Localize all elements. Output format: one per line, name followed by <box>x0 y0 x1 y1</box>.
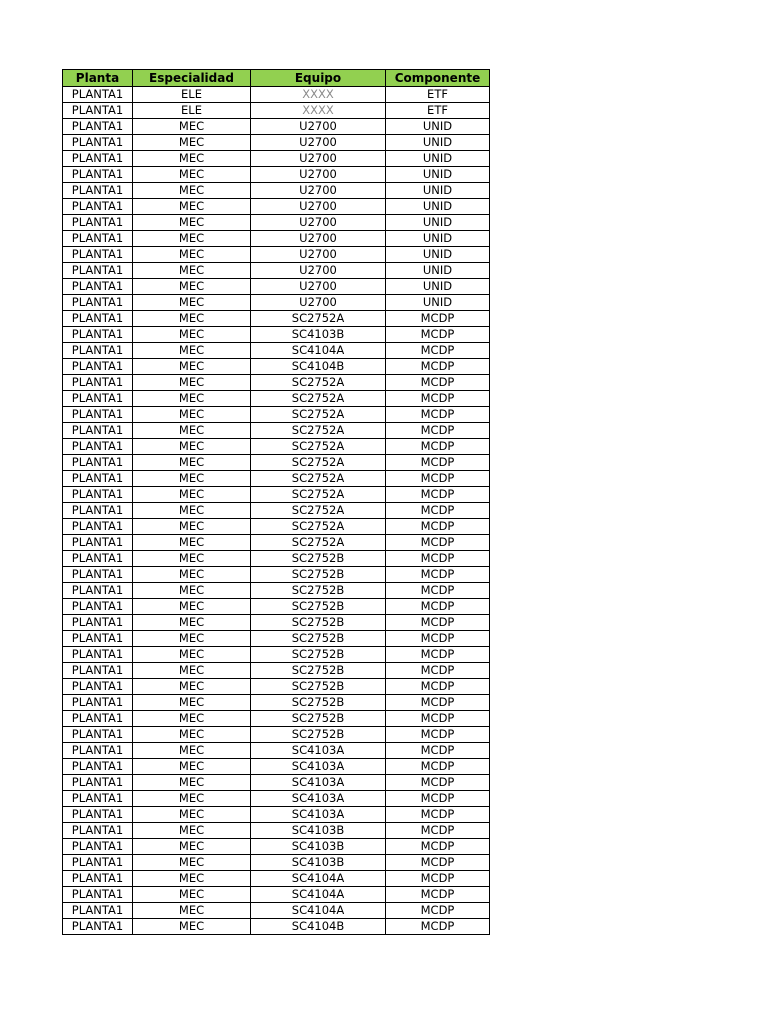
table-row <box>63 359 490 375</box>
cell-equipo[interactable]: SC4104A <box>251 871 386 887</box>
cell-planta[interactable]: PLANTA1 <box>63 311 133 327</box>
cell-componente[interactable]: UNID <box>386 215 490 231</box>
cell-componente[interactable]: UNID <box>386 119 490 135</box>
cell-componente[interactable]: MCDP <box>386 807 490 823</box>
cell-planta[interactable]: PLANTA1 <box>63 343 133 359</box>
table-row <box>63 679 490 695</box>
cell-especialidad[interactable]: MEC <box>133 423 251 439</box>
cell-especialidad[interactable]: MEC <box>133 647 251 663</box>
table-row <box>63 583 490 599</box>
cell-planta[interactable]: PLANTA1 <box>63 231 133 247</box>
cell-planta[interactable]: PLANTA1 <box>63 871 133 887</box>
cell-especialidad[interactable]: MEC <box>133 439 251 455</box>
cell-especialidad[interactable]: MEC <box>133 503 251 519</box>
header-planta[interactable]: Planta <box>63 70 133 87</box>
cell-especialidad[interactable]: MEC <box>133 487 251 503</box>
cell-equipo[interactable]: SC4103A <box>251 743 386 759</box>
header-componente[interactable]: Componente <box>386 70 490 87</box>
cell-especialidad[interactable]: MEC <box>133 791 251 807</box>
table-row <box>63 839 490 855</box>
table-row <box>63 455 490 471</box>
cell-especialidad[interactable]: MEC <box>133 295 251 311</box>
cell-planta[interactable]: PLANTA1 <box>63 599 133 615</box>
cell-planta[interactable]: PLANTA1 <box>63 439 133 455</box>
table-row <box>63 535 490 551</box>
table-row <box>63 423 490 439</box>
table-row <box>63 759 490 775</box>
cell-planta[interactable]: PLANTA1 <box>63 327 133 343</box>
cell-planta[interactable]: PLANTA1 <box>63 519 133 535</box>
cell-equipo[interactable]: SC4103A <box>251 807 386 823</box>
cell-equipo[interactable]: SC2752A <box>251 375 386 391</box>
header-especialidad[interactable]: Especialidad <box>133 70 251 87</box>
cell-planta[interactable]: PLANTA1 <box>63 759 133 775</box>
cell-planta[interactable]: PLANTA1 <box>63 823 133 839</box>
cell-equipo[interactable]: U2700 <box>251 151 386 167</box>
cell-equipo[interactable]: U2700 <box>251 263 386 279</box>
cell-equipo[interactable]: SC2752B <box>251 695 386 711</box>
table-row <box>63 711 490 727</box>
cell-componente[interactable]: MCDP <box>386 871 490 887</box>
table-row <box>63 743 490 759</box>
table-row <box>63 887 490 903</box>
cell-componente[interactable]: MCDP <box>386 343 490 359</box>
cell-especialidad[interactable]: MEC <box>133 887 251 903</box>
cell-especialidad[interactable]: MEC <box>133 311 251 327</box>
cell-equipo[interactable]: SC2752B <box>251 679 386 695</box>
cell-componente[interactable]: MCDP <box>386 567 490 583</box>
cell-planta[interactable]: PLANTA1 <box>63 775 133 791</box>
cell-planta[interactable]: PLANTA1 <box>63 455 133 471</box>
cell-componente[interactable]: MCDP <box>386 599 490 615</box>
table-row <box>63 343 490 359</box>
table-row <box>63 327 490 343</box>
cell-planta[interactable]: PLANTA1 <box>63 551 133 567</box>
cell-planta[interactable]: PLANTA1 <box>63 359 133 375</box>
cell-componente[interactable]: MCDP <box>386 615 490 631</box>
table-row <box>63 407 490 423</box>
cell-equipo[interactable]: U2700 <box>251 295 386 311</box>
cell-especialidad[interactable]: MEC <box>133 199 251 215</box>
cell-equipo[interactable]: SC2752B <box>251 551 386 567</box>
cell-equipo[interactable]: U2700 <box>251 279 386 295</box>
cell-equipo[interactable]: SC2752B <box>251 631 386 647</box>
cell-equipo[interactable]: SC2752A <box>251 311 386 327</box>
table-row <box>63 263 490 279</box>
cell-especialidad[interactable]: MEC <box>133 215 251 231</box>
cell-componente[interactable]: MCDP <box>386 839 490 855</box>
cell-planta[interactable]: PLANTA1 <box>63 567 133 583</box>
cell-componente[interactable]: MCDP <box>386 711 490 727</box>
cell-componente[interactable]: MCDP <box>386 391 490 407</box>
cell-componente[interactable]: MCDP <box>386 583 490 599</box>
cell-planta[interactable]: PLANTA1 <box>63 199 133 215</box>
cell-equipo[interactable]: U2700 <box>251 247 386 263</box>
cell-componente[interactable]: MCDP <box>386 679 490 695</box>
cell-especialidad[interactable]: MEC <box>133 471 251 487</box>
cell-planta[interactable]: PLANTA1 <box>63 583 133 599</box>
cell-componente[interactable]: MCDP <box>386 503 490 519</box>
cell-especialidad[interactable]: ELE <box>133 87 251 103</box>
cell-equipo[interactable]: SC4104A <box>251 887 386 903</box>
cell-componente[interactable]: ETF <box>386 87 490 103</box>
cell-equipo[interactable]: SC4103A <box>251 759 386 775</box>
cell-planta[interactable]: PLANTA1 <box>63 503 133 519</box>
table-row <box>63 151 490 167</box>
cell-componente[interactable]: MCDP <box>386 887 490 903</box>
header-row <box>63 70 490 87</box>
cell-planta[interactable]: PLANTA1 <box>63 855 133 871</box>
cell-componente[interactable]: MCDP <box>386 423 490 439</box>
cell-equipo[interactable]: XXXX <box>251 103 386 119</box>
cell-componente[interactable]: MCDP <box>386 551 490 567</box>
table-row <box>63 599 490 615</box>
cell-planta[interactable]: PLANTA1 <box>63 471 133 487</box>
cell-especialidad[interactable]: MEC <box>133 599 251 615</box>
cell-componente[interactable]: MCDP <box>386 471 490 487</box>
cell-componente[interactable]: UNID <box>386 167 490 183</box>
cell-componente[interactable]: UNID <box>386 135 490 151</box>
cell-equipo[interactable]: SC2752A <box>251 535 386 551</box>
table-row <box>63 775 490 791</box>
cell-especialidad[interactable]: MEC <box>133 855 251 871</box>
table-row <box>63 855 490 871</box>
cell-equipo[interactable]: SC2752A <box>251 423 386 439</box>
cell-especialidad[interactable]: MEC <box>133 695 251 711</box>
cell-especialidad[interactable]: MEC <box>133 119 251 135</box>
cell-componente[interactable]: MCDP <box>386 743 490 759</box>
cell-especialidad[interactable]: MEC <box>133 631 251 647</box>
table-row <box>63 807 490 823</box>
cell-equipo[interactable]: SC2752A <box>251 503 386 519</box>
cell-componente[interactable]: UNID <box>386 247 490 263</box>
table-body <box>63 87 490 935</box>
cell-planta[interactable]: PLANTA1 <box>63 679 133 695</box>
cell-especialidad[interactable]: MEC <box>133 583 251 599</box>
cell-planta[interactable]: PLANTA1 <box>63 215 133 231</box>
cell-especialidad[interactable]: MEC <box>133 391 251 407</box>
header-equipo[interactable]: Equipo <box>251 70 386 87</box>
cell-especialidad[interactable]: MEC <box>133 231 251 247</box>
cell-planta[interactable]: PLANTA1 <box>63 295 133 311</box>
cell-especialidad[interactable]: MEC <box>133 535 251 551</box>
table-row <box>63 103 490 119</box>
table-row <box>63 903 490 919</box>
cell-especialidad[interactable]: MEC <box>133 327 251 343</box>
cell-componente[interactable]: MCDP <box>386 455 490 471</box>
table-row <box>63 823 490 839</box>
cell-componente[interactable]: MCDP <box>386 903 490 919</box>
cell-componente[interactable]: MCDP <box>386 359 490 375</box>
cell-componente[interactable]: MCDP <box>386 823 490 839</box>
cell-especialidad[interactable]: MEC <box>133 263 251 279</box>
cell-planta[interactable]: PLANTA1 <box>63 663 133 679</box>
cell-planta[interactable]: PLANTA1 <box>63 167 133 183</box>
cell-equipo[interactable]: SC4104A <box>251 903 386 919</box>
cell-planta[interactable]: PLANTA1 <box>63 391 133 407</box>
table-row <box>63 567 490 583</box>
cell-especialidad[interactable]: MEC <box>133 727 251 743</box>
cell-componente[interactable]: MCDP <box>386 791 490 807</box>
cell-equipo[interactable]: SC2752A <box>251 455 386 471</box>
cell-planta[interactable]: PLANTA1 <box>63 279 133 295</box>
table-row <box>63 487 490 503</box>
cell-especialidad[interactable]: MEC <box>133 551 251 567</box>
cell-especialidad[interactable]: MEC <box>133 343 251 359</box>
cell-equipo[interactable]: U2700 <box>251 183 386 199</box>
table-row <box>63 551 490 567</box>
cell-componente[interactable]: UNID <box>386 151 490 167</box>
cell-especialidad[interactable]: MEC <box>133 711 251 727</box>
cell-equipo[interactable]: U2700 <box>251 231 386 247</box>
cell-componente[interactable]: UNID <box>386 183 490 199</box>
cell-componente[interactable]: MCDP <box>386 439 490 455</box>
cell-equipo[interactable]: SC2752B <box>251 727 386 743</box>
table-row <box>63 871 490 887</box>
cell-componente[interactable]: MCDP <box>386 375 490 391</box>
cell-componente[interactable]: MCDP <box>386 695 490 711</box>
cell-equipo[interactable]: SC4104B <box>251 919 386 935</box>
cell-especialidad[interactable]: MEC <box>133 567 251 583</box>
table-row <box>63 183 490 199</box>
cell-especialidad[interactable]: MEC <box>133 919 251 935</box>
cell-equipo[interactable]: SC4103B <box>251 839 386 855</box>
cell-planta[interactable]: PLANTA1 <box>63 839 133 855</box>
table-row <box>63 295 490 311</box>
cell-planta[interactable]: PLANTA1 <box>63 615 133 631</box>
table-row <box>63 519 490 535</box>
cell-planta[interactable]: PLANTA1 <box>63 647 133 663</box>
cell-componente[interactable]: UNID <box>386 295 490 311</box>
cell-planta[interactable]: PLANTA1 <box>63 743 133 759</box>
cell-componente[interactable]: MCDP <box>386 663 490 679</box>
cell-equipo[interactable]: SC4104B <box>251 359 386 375</box>
cell-equipo[interactable]: SC2752A <box>251 391 386 407</box>
table-row <box>63 279 490 295</box>
cell-equipo[interactable]: U2700 <box>251 199 386 215</box>
cell-componente[interactable]: MCDP <box>386 631 490 647</box>
cell-planta[interactable]: PLANTA1 <box>63 711 133 727</box>
cell-equipo[interactable]: U2700 <box>251 119 386 135</box>
cell-especialidad[interactable]: MEC <box>133 871 251 887</box>
cell-componente[interactable]: MCDP <box>386 775 490 791</box>
cell-planta[interactable]: PLANTA1 <box>63 807 133 823</box>
cell-equipo[interactable]: SC4103B <box>251 855 386 871</box>
cell-equipo[interactable]: SC4103A <box>251 775 386 791</box>
cell-planta[interactable]: PLANTA1 <box>63 631 133 647</box>
cell-especialidad[interactable]: MEC <box>133 167 251 183</box>
cell-componente[interactable]: MCDP <box>386 487 490 503</box>
cell-componente[interactable]: UNID <box>386 231 490 247</box>
cell-equipo[interactable]: SC2752B <box>251 599 386 615</box>
cell-planta[interactable]: PLANTA1 <box>63 887 133 903</box>
cell-planta[interactable]: PLANTA1 <box>63 903 133 919</box>
cell-planta[interactable]: PLANTA1 <box>63 695 133 711</box>
data-table <box>62 69 490 935</box>
cell-equipo[interactable]: SC2752A <box>251 407 386 423</box>
table-row <box>63 247 490 263</box>
table-row <box>63 919 490 935</box>
cell-equipo[interactable]: SC4103A <box>251 791 386 807</box>
cell-componente[interactable]: MCDP <box>386 647 490 663</box>
table-row <box>63 631 490 647</box>
cell-especialidad[interactable]: ELE <box>133 103 251 119</box>
cell-componente[interactable]: UNID <box>386 263 490 279</box>
cell-especialidad[interactable]: MEC <box>133 455 251 471</box>
cell-planta[interactable]: PLANTA1 <box>63 247 133 263</box>
table-row <box>63 647 490 663</box>
table-row <box>63 167 490 183</box>
cell-equipo[interactable]: U2700 <box>251 135 386 151</box>
cell-componente[interactable]: MCDP <box>386 727 490 743</box>
cell-equipo[interactable]: SC2752B <box>251 663 386 679</box>
cell-especialidad[interactable]: MEC <box>133 615 251 631</box>
cell-especialidad[interactable]: MEC <box>133 135 251 151</box>
cell-equipo[interactable]: SC2752B <box>251 711 386 727</box>
cell-componente[interactable]: MCDP <box>386 855 490 871</box>
cell-componente[interactable]: UNID <box>386 279 490 295</box>
table-row <box>63 391 490 407</box>
cell-especialidad[interactable]: MEC <box>133 183 251 199</box>
cell-equipo[interactable]: SC2752A <box>251 487 386 503</box>
cell-especialidad[interactable]: MEC <box>133 743 251 759</box>
cell-equipo[interactable]: U2700 <box>251 167 386 183</box>
cell-especialidad[interactable]: MEC <box>133 519 251 535</box>
table-row <box>63 215 490 231</box>
cell-especialidad[interactable]: MEC <box>133 151 251 167</box>
cell-planta[interactable]: PLANTA1 <box>63 727 133 743</box>
cell-componente[interactable]: MCDP <box>386 311 490 327</box>
table-row <box>63 615 490 631</box>
cell-planta[interactable]: PLANTA1 <box>63 135 133 151</box>
cell-planta[interactable]: PLANTA1 <box>63 423 133 439</box>
cell-especialidad[interactable]: MEC <box>133 679 251 695</box>
cell-planta[interactable]: PLANTA1 <box>63 183 133 199</box>
cell-planta[interactable]: PLANTA1 <box>63 119 133 135</box>
cell-especialidad[interactable]: MEC <box>133 359 251 375</box>
cell-componente[interactable]: MCDP <box>386 519 490 535</box>
cell-componente[interactable]: UNID <box>386 199 490 215</box>
cell-equipo[interactable]: SC2752B <box>251 615 386 631</box>
cell-equipo[interactable]: SC2752A <box>251 471 386 487</box>
cell-equipo[interactable]: SC4103B <box>251 327 386 343</box>
cell-especialidad[interactable]: MEC <box>133 375 251 391</box>
cell-componente[interactable]: MCDP <box>386 919 490 935</box>
cell-planta[interactable]: PLANTA1 <box>63 375 133 391</box>
table-row <box>63 791 490 807</box>
cell-planta[interactable]: PLANTA1 <box>63 263 133 279</box>
cell-planta[interactable]: PLANTA1 <box>63 151 133 167</box>
table-row <box>63 503 490 519</box>
table-row <box>63 87 490 103</box>
cell-especialidad[interactable]: MEC <box>133 839 251 855</box>
cell-componente[interactable]: MCDP <box>386 407 490 423</box>
cell-componente[interactable]: ETF <box>386 103 490 119</box>
cell-equipo[interactable]: SC2752B <box>251 583 386 599</box>
cell-especialidad[interactable]: MEC <box>133 823 251 839</box>
table-row <box>63 231 490 247</box>
table-row <box>63 311 490 327</box>
cell-equipo[interactable]: U2700 <box>251 215 386 231</box>
table-row <box>63 695 490 711</box>
cell-especialidad[interactable]: MEC <box>133 775 251 791</box>
table-row <box>63 199 490 215</box>
cell-especialidad[interactable]: MEC <box>133 407 251 423</box>
table-row <box>63 135 490 151</box>
cell-equipo[interactable]: SC4103B <box>251 823 386 839</box>
cell-equipo[interactable]: SC2752B <box>251 567 386 583</box>
cell-equipo[interactable]: SC2752A <box>251 519 386 535</box>
cell-componente[interactable]: MCDP <box>386 535 490 551</box>
cell-planta[interactable]: PLANTA1 <box>63 407 133 423</box>
table-row <box>63 663 490 679</box>
cell-equipo[interactable]: SC2752A <box>251 439 386 455</box>
cell-equipo[interactable]: SC2752B <box>251 647 386 663</box>
cell-especialidad[interactable]: MEC <box>133 903 251 919</box>
cell-planta[interactable]: PLANTA1 <box>63 103 133 119</box>
table-row <box>63 375 490 391</box>
cell-especialidad[interactable]: MEC <box>133 663 251 679</box>
table-row <box>63 439 490 455</box>
cell-equipo[interactable]: XXXX <box>251 87 386 103</box>
cell-planta[interactable]: PLANTA1 <box>63 487 133 503</box>
cell-planta[interactable]: PLANTA1 <box>63 535 133 551</box>
table-row <box>63 727 490 743</box>
cell-equipo[interactable]: SC4104A <box>251 343 386 359</box>
cell-componente[interactable]: MCDP <box>386 759 490 775</box>
cell-planta[interactable]: PLANTA1 <box>63 87 133 103</box>
cell-planta[interactable]: PLANTA1 <box>63 919 133 935</box>
cell-planta[interactable]: PLANTA1 <box>63 791 133 807</box>
cell-especialidad[interactable]: MEC <box>133 247 251 263</box>
table-row <box>63 471 490 487</box>
cell-especialidad[interactable]: MEC <box>133 759 251 775</box>
cell-especialidad[interactable]: MEC <box>133 807 251 823</box>
cell-especialidad[interactable]: MEC <box>133 279 251 295</box>
table-row <box>63 119 490 135</box>
cell-componente[interactable]: MCDP <box>386 327 490 343</box>
